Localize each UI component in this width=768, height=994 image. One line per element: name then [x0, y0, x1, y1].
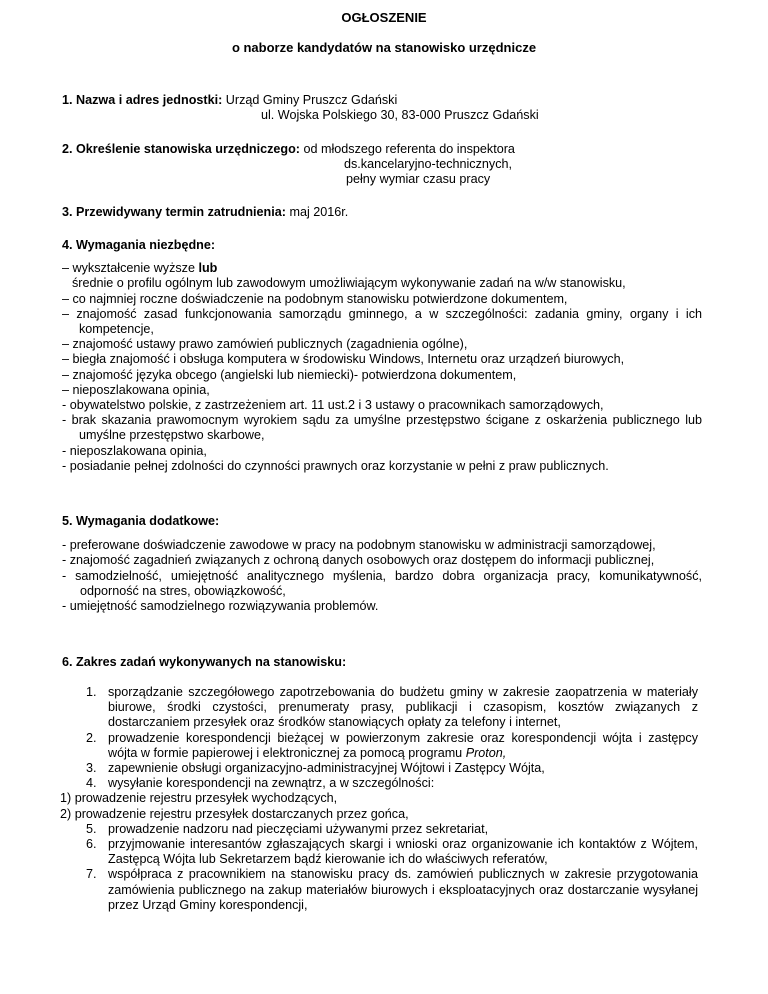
list-subitem: 2) prowadzenie rejestru przesyłek dostarczanych przez gońca, [60, 806, 409, 821]
document-title: OGŁOSZENIE [341, 10, 427, 25]
list-item: – co najmniej roczne doświadczenie na podobnym stanowisku potwierdzone dokumentem, [62, 291, 568, 306]
tasks-list [60, 685, 698, 913]
item-number: 2. [86, 730, 97, 745]
list-item: – biegła znajomość i obsługa komputera w środowisku Windows, Internetu oraz urządzeń biurowych, [62, 352, 625, 367]
item-number: 5. [86, 821, 97, 836]
section-1 [62, 93, 702, 123]
section-3 [62, 205, 702, 220]
list-item: - preferowane doświadczenie zawodowe w pracy na podobnym stanowisku w administracji samorządowej, [62, 538, 656, 553]
section-6 [62, 655, 702, 670]
list-item: 5. prowadzenie nadzoru nad pieczęciami używanymi przez sekretariat, [86, 821, 489, 836]
list-item: średnie o profilu ogólnym lub zawodowym umożliwiającym wykonywanie zadań na w/w stanowisku, [72, 276, 626, 291]
list-item: 4. wysyłanie korespondencji na zewnątrz, a w szczególności: [86, 776, 435, 791]
list-item: – znajomość języka obcego (angielski lub niemiecki)- potwierdzona dokumentem, [62, 367, 517, 382]
item-number: 3. [86, 761, 97, 776]
section-4-heading: 4. Wymagania niezbędne: [62, 238, 216, 252]
section-4-first-pre: – wykształcenie wyższe [62, 261, 199, 276]
list-item: – nieposzlakowana opinia, [62, 382, 210, 397]
program-name: Proton, [465, 745, 507, 760]
item-number: 4. [86, 776, 97, 791]
list-item: - brak skazania prawomocnym wyrokiem sądu za umyślne przestępstwo ścigane z oskarżenia publicznego lub umyślne przestępstwo skarbowe, [62, 413, 702, 443]
list-item: 1. sporządzanie szczegółowego zapotrzebowania do budżetu gminy w zakresie zaopatrzenia w materiały biurowe, środki czystości, prenumeraty prasy, publikacji i czasopism, kosztów związanych z dostarczaniem przesyłek oraz środków stanowiących opłaty za telefony i internet, [86, 685, 698, 730]
list-item: 3. zapewnienie obsługi organizacyjno-administracyjnej Wójtowi i Zastępcy Wójta, [86, 761, 545, 776]
item-number: 6. [86, 837, 97, 852]
section-3-label: 3. Przewidywany termin zatrudnienia: [62, 205, 286, 219]
section-3-value: maj 2016r. [289, 205, 349, 219]
section-2-line1: od młodszego referenta do inspektora [303, 142, 515, 156]
list-item: 7. współpraca z pracownikiem na stanowisku pracy ds. zamówień publicznych w zakresie przygotowania zamówienia publicznego na zakup materiałów biurowych i eksploatacyjnych oraz dostarczanie wysyłanej przez Urząd Gminy korespondencji, [86, 867, 698, 912]
section-6-heading: 6. Zakres zadań wykonywanych na stanowisku: [62, 655, 347, 669]
list-item: – znajomość ustawy prawo zamówień publicznych (zagadnienia ogólne), [62, 337, 468, 352]
section-2-line2: ds.kancelaryjno-technicznych, [344, 157, 512, 172]
section-1-line1: Urząd Gminy Pruszcz Gdański [225, 93, 398, 107]
section-5-heading: 5. Wymagania dodatkowe: [62, 514, 220, 528]
list-item: - obywatelstwo polskie, z zastrzeżeniem art. 11 ust.2 i 3 ustawy o pracownikach samorządowych, [62, 398, 604, 413]
section-2-line3: pełny wymiar czasu pracy [346, 172, 491, 187]
list-subitem: 1) prowadzenie rejestru przesyłek wychodzących, [60, 791, 338, 806]
list-item: - znajomość zagadnień związanych z ochroną danych osobowych oraz dostępem do informacji publicznej, [62, 553, 655, 568]
item-number: 7. [86, 867, 97, 882]
list-item: – znajomość zasad funkcjonowania samorządu gminnego, a w szczególności: zadania gminy, organy i ich kompetencje, [62, 306, 702, 337]
list-item: - posiadanie pełnej zdolności do czynności prawnych oraz korzystanie w pełni z praw publicznych. [62, 458, 609, 473]
list-item: - nieposzlakowana opinia, [62, 443, 207, 458]
section-2-label: 2. Określenie stanowiska urzędniczego: [62, 142, 300, 156]
item-number: 1. [86, 685, 97, 699]
section-1-line2: ul. Wojska Polskiego 30, 83-000 Pruszcz Gdański [261, 108, 539, 123]
section-1-label: 1. Nazwa i adres jednostki: [62, 93, 223, 107]
section-4-first-bold: lub [198, 261, 218, 276]
section-4 [62, 238, 702, 474]
list-item: - umiejętność samodzielnego rozwiązywania problemów. [62, 599, 379, 614]
section-5 [62, 514, 702, 614]
document-subtitle: o naborze kandydatów na stanowisko urzędnicze [231, 40, 537, 55]
list-item: - samodzielność, umiejętność analitycznego myślenia, bardzo dobra organizacja pracy, komunikatywność, odporność na stres, obowiązkowość, [62, 568, 702, 598]
section-2 [62, 142, 702, 188]
list-item: 2. prowadzenie korespondencji bieżącej w powierzonym zakresie oraz korespondencji wójta i zastępcy wójta w formie papierowej i elektronicznej za pomocą programu Proton, [86, 730, 698, 760]
list-item: 6. przyjmowanie interesantów zgłaszających skargi i wnioski oraz organizowanie ich kontaktów z Wójtem, Zastępcą Wójta lub Sekretarzem bądź kierowanie ich do właściwych referatów, [86, 837, 698, 867]
